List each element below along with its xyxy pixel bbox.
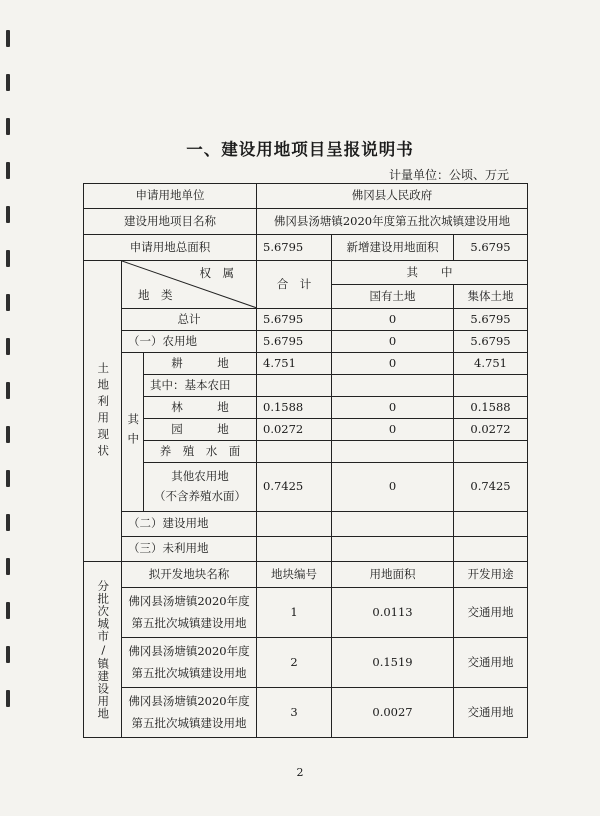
applicant-label: 申请用地单位 (83, 183, 257, 209)
total-jiti: 5.6795 (454, 309, 528, 331)
batch-row-name (122, 688, 257, 738)
yangzhi-heji (257, 441, 332, 463)
batch-side-label: 分批次城市/镇建设用地 (83, 562, 122, 738)
project-value: 佛冈县汤塘镇2020年度第五批次城镇建设用地 (257, 209, 528, 235)
land-use-side-label: 土地利用现状 (83, 261, 122, 562)
lindi-jiti: 0.1588 (454, 397, 528, 419)
batch-name-line2: 第五批次城镇建设用地 (131, 665, 247, 680)
total-heji: 5.6795 (257, 309, 332, 331)
yangzhi-jiti (454, 441, 528, 463)
batch-row-area: 0.1519 (332, 638, 454, 688)
unused-jiti (454, 537, 528, 562)
other-agri-label (144, 463, 257, 512)
header-qizhong: 其 中 (332, 261, 528, 285)
project-label: 建设用地项目名称 (83, 209, 257, 235)
batch-row-no: 3 (257, 688, 332, 738)
new-area-label: 新增建设用地面积 (332, 235, 454, 261)
lindi-heji: 0.1588 (257, 397, 332, 419)
batch-row-use: 交通用地 (454, 688, 528, 738)
new-area-value: 5.6795 (454, 235, 528, 261)
batch-row-area: 0.0027 (332, 688, 454, 738)
batch-row-no: 1 (257, 588, 332, 638)
agri-heji: 5.6795 (257, 331, 332, 353)
construction-label: （二）建设用地 (122, 512, 257, 537)
page-title: 一、建设用地项目呈报说明书 (186, 140, 414, 159)
batch-header-name: 拟开发地块名称 (122, 562, 257, 588)
other-agri-label-line1: 其他农用地 (171, 469, 229, 484)
yangzhi-label: 养 殖 水 面 (144, 441, 257, 463)
batch-row-use: 交通用地 (454, 638, 528, 688)
batch-name-line2: 第五批次城镇建设用地 (131, 715, 247, 730)
diagonal-header (122, 261, 257, 309)
batch-row-no: 2 (257, 638, 332, 688)
batch-header-use: 开发用途 (454, 562, 528, 588)
jiben-label: 其中：基本农田 (144, 375, 257, 397)
total-area-value: 5.6795 (257, 235, 332, 261)
yuandi-heji: 0.0272 (257, 419, 332, 441)
gengdi-jiti: 4.751 (454, 353, 528, 375)
jiben-heji (257, 375, 332, 397)
total-area-label: 申请用地总面积 (83, 235, 257, 261)
batch-row-use: 交通用地 (454, 588, 528, 638)
qizhong-side-label: 其中 (122, 353, 144, 512)
yuandi-label: 园 地 (144, 419, 257, 441)
header-heji: 合 计 (257, 261, 332, 309)
construction-jiti (454, 512, 528, 537)
other-agri-guoyou: 0 (332, 463, 454, 512)
batch-name-line1: 佛冈县汤塘镇2020年度 (128, 593, 250, 608)
total-guoyou: 0 (332, 309, 454, 331)
applicant-value: 佛冈县人民政府 (257, 183, 528, 209)
agri-guoyou: 0 (332, 331, 454, 353)
total-label: 总计 (122, 309, 257, 331)
gengdi-guoyou: 0 (332, 353, 454, 375)
other-agri-jiti: 0.7425 (454, 463, 528, 512)
lindi-label: 林 地 (144, 397, 257, 419)
gengdi-heji: 4.751 (257, 353, 332, 375)
batch-name-line2: 第五批次城镇建设用地 (131, 615, 247, 630)
unused-heji (257, 537, 332, 562)
agri-label: （一）农用地 (122, 331, 257, 353)
unused-guoyou (332, 537, 454, 562)
header-quanshu: 权 属 (199, 266, 234, 280)
unused-label: （三）未利用地 (122, 537, 257, 562)
batch-name-line1: 佛冈县汤塘镇2020年度 (128, 693, 250, 708)
gengdi-label: 耕 地 (144, 353, 257, 375)
other-agri-label-line2: （不含养殖水面） (154, 489, 246, 503)
batch-row-name (122, 588, 257, 638)
jiben-jiti (454, 375, 528, 397)
unit-note: 计量单位：公顷、万元 (388, 168, 509, 182)
construction-heji (257, 512, 332, 537)
header-guoyou: 国有土地 (332, 285, 454, 309)
header-jiti: 集体土地 (454, 285, 528, 309)
header-dilei: 地 类 (138, 288, 173, 303)
agri-jiti: 5.6795 (454, 331, 528, 353)
batch-header-area: 用地面积 (332, 562, 454, 588)
batch-row-name (122, 638, 257, 688)
lindi-guoyou: 0 (332, 397, 454, 419)
other-agri-heji: 0.7425 (257, 463, 332, 512)
page-number: 2 (296, 766, 304, 779)
batch-header-no: 地块编号 (257, 562, 332, 588)
construction-guoyou (332, 512, 454, 537)
batch-row-area: 0.0113 (332, 588, 454, 638)
jiben-guoyou (332, 375, 454, 397)
yuandi-jiti: 0.0272 (454, 419, 528, 441)
yangzhi-guoyou (332, 441, 454, 463)
batch-name-line1: 佛冈县汤塘镇2020年度 (128, 643, 250, 658)
yuandi-guoyou: 0 (332, 419, 454, 441)
